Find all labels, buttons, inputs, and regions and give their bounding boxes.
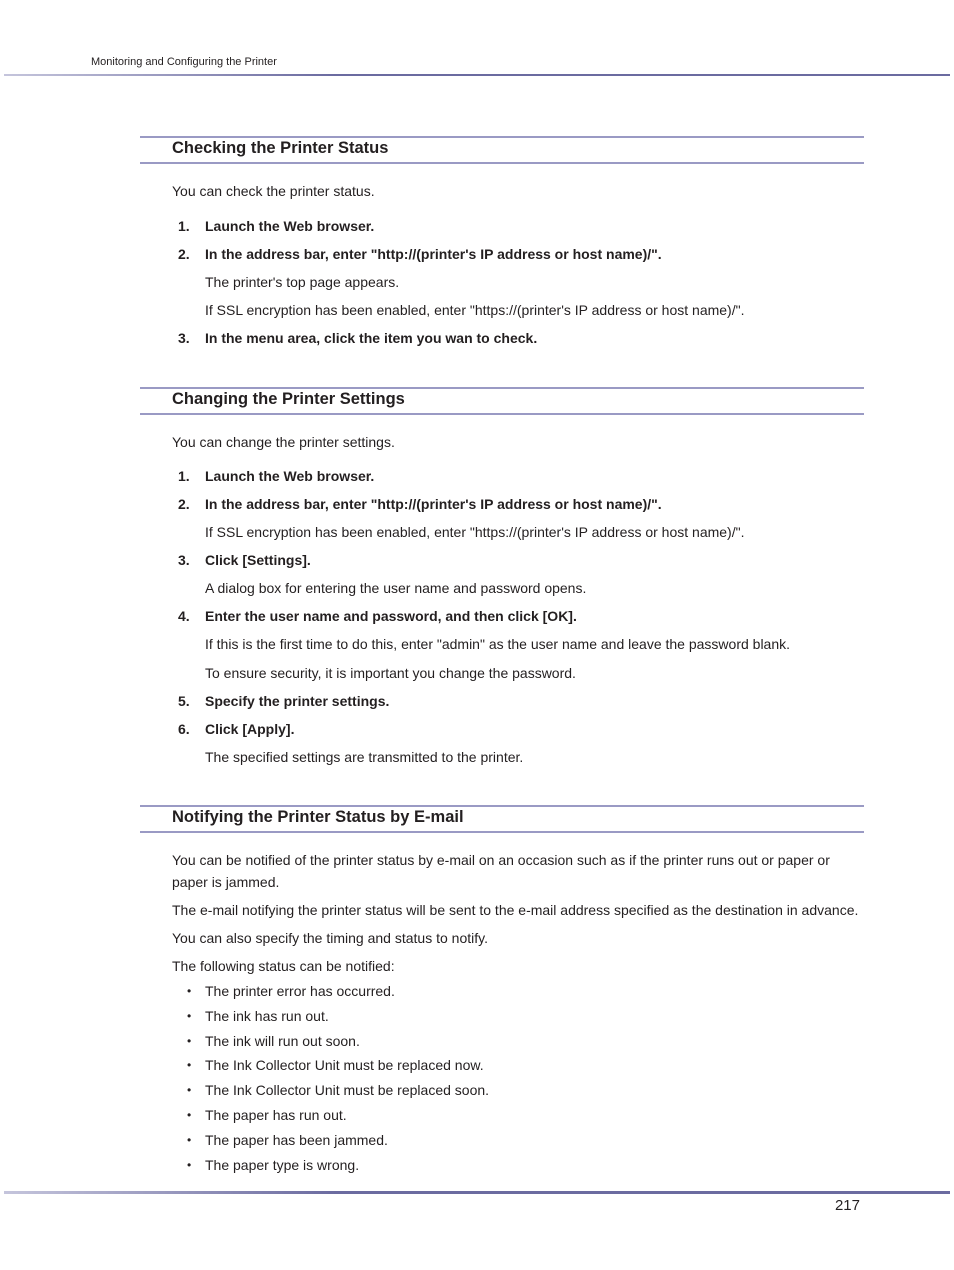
paragraph: You can be notified of the printer status by e-mail on an occasion such as if the printer runs out or paper or paper is jammed. [172,852,830,890]
intro-paragraph: You can check the printer status. [172,183,375,199]
step-number: 6. [178,721,190,737]
step-number: 4. [178,608,190,624]
section-heading-bar [140,387,864,415]
paragraph: You can also specify the timing and status to notify. [172,930,488,946]
step-note: If SSL encryption has been enabled, enter "https://(printer's IP address or host name)/". [205,302,745,318]
step-number: 5. [178,693,190,709]
section-heading-bar [140,805,864,833]
step-note: To ensure security, it is important you change the password. [205,665,576,681]
bullet-icon: • [187,1158,192,1172]
step-text: In the address bar, enter "http://(printer's IP address or host name)/". [205,246,662,262]
step-number: 3. [178,552,190,568]
step-note: If this is the first time to do this, enter "admin" as the user name and leave the password blank. [205,636,791,652]
section-heading-changing-settings [140,387,864,415]
list-item: The ink has run out. [205,1008,329,1024]
step-number: 2. [178,246,190,262]
running-header: Monitoring and Configuring the Printer [91,56,277,68]
step-text: Launch the Web browser. [205,218,375,234]
step-number: 3. [178,330,190,346]
section-title: Changing the Printer Settings [172,390,405,408]
step-number: 1. [178,218,190,234]
footer-rule [4,1191,950,1194]
list-item: The paper has run out. [205,1107,347,1123]
step-note: A dialog box for entering the user name and password opens. [205,580,587,596]
step-text: Specify the printer settings. [205,693,390,709]
step-note: The printer's top page appears. [205,274,400,290]
step-text: Click [Apply]. [205,721,295,737]
section-heading-notifying-email [140,805,864,833]
step-number: 1. [178,468,190,484]
section-title: Notifying the Printer Status by E-mail [172,808,464,826]
step-text: In the address bar, enter "http://(printer's IP address or host name)/". [205,496,662,512]
section-heading-bar [140,136,864,164]
paragraph: The e-mail notifying the printer status will be sent to the e-mail address specified as the destination in advance. [172,902,859,918]
page-number: 217 [834,1197,860,1214]
list-item: The paper type is wrong. [205,1157,360,1173]
section-title: Checking the Printer Status [172,139,389,157]
list-item: The Ink Collector Unit must be replaced soon. [205,1082,490,1098]
bullet-icon: • [187,1034,192,1048]
list-item: The printer error has occurred. [205,983,395,999]
bullet-icon: • [187,1083,192,1097]
list-item: The ink will run out soon. [205,1033,360,1049]
step-text: In the menu area, click the item you wan to check. [205,330,538,346]
bullet-icon: • [187,1009,192,1023]
step-note: If SSL encryption has been enabled, enter "https://(printer's IP address or host name)/". [205,524,745,540]
bullet-icon: • [187,1108,192,1122]
header-rule [4,74,950,76]
list-item: The Ink Collector Unit must be replaced now. [205,1057,484,1073]
step-number: 2. [178,496,190,512]
bullet-icon: • [187,1133,192,1147]
step-text: Click [Settings]. [205,552,311,568]
step-text: Launch the Web browser. [205,468,375,484]
paragraph: The following status can be notified: [172,958,395,974]
bullet-icon: • [187,984,192,998]
step-text: Enter the user name and password, and then click [OK]. [205,608,577,624]
intro-paragraph: You can change the printer settings. [172,434,395,450]
list-item: The paper has been jammed. [205,1132,388,1148]
step-note: The specified settings are transmitted to the printer. [205,749,524,765]
bullet-icon: • [187,1058,192,1072]
section-heading-checking-status [140,136,864,164]
